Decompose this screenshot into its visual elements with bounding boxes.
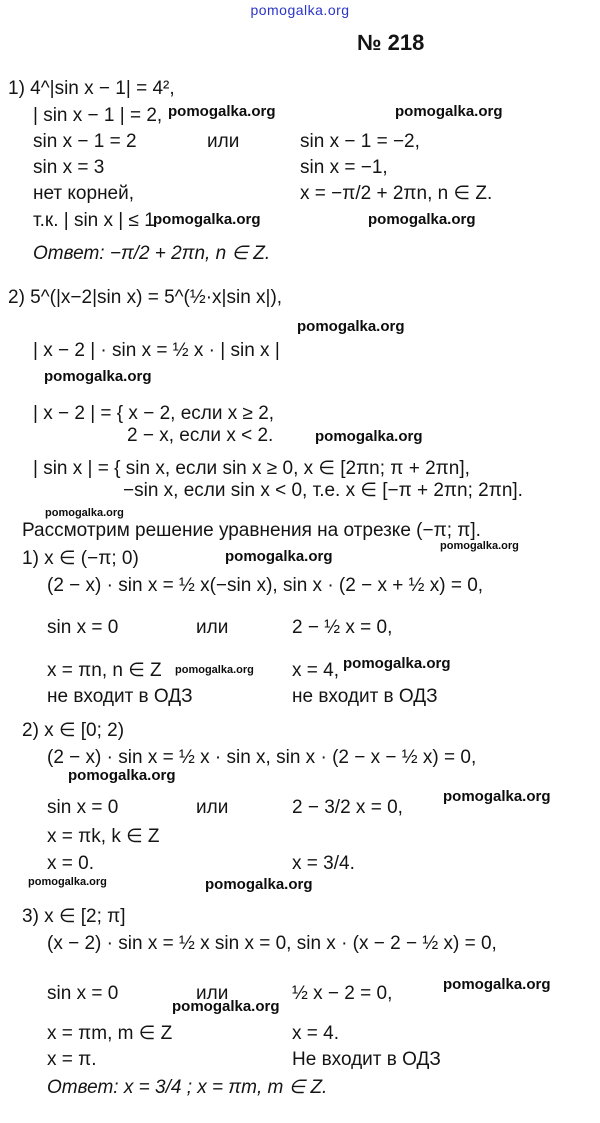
math-line-ans: Ответ: x = 3/4 ; x = πm, m ∈ Z.: [47, 1077, 328, 1098]
watermark-text: pomogalka.org: [343, 655, 451, 672]
site-header[interactable]: pomogalka.org: [250, 2, 350, 18]
math-line-c3-e: (x − 2) · sin x = ½ x sin x = 0, sin x · (x − 2 − ½ x) = 0,: [47, 933, 497, 954]
math-line-p2-l1: | x − 2 | · sin x = ½ x · | sin x |: [33, 340, 280, 361]
math-line-p1-b3: x = −π/2 + 2πn, n ∈ Z.: [300, 183, 493, 204]
math-line-p1-or: или: [207, 131, 240, 152]
problem-number: № 218: [357, 30, 425, 55]
watermark-text: pomogalka.org: [395, 103, 503, 120]
math-line-p2-con: Рассмотрим решение уравнения на отрезке (−π; π].: [22, 520, 481, 541]
math-line-c3-g: Не входит в ОДЗ: [292, 1049, 441, 1070]
math-line-c1-b: 2 − ½ x = 0,: [292, 617, 393, 638]
math-line-c3-f: x = π.: [47, 1049, 97, 1070]
watermark-text-small: pomogalka.org: [45, 507, 124, 519]
math-line-c2-d: x = 0.: [47, 853, 94, 874]
math-line-p1-a4: т.к. | sin x | ≤ 1: [33, 210, 155, 231]
math-line-c3-a: sin x = 0: [47, 983, 119, 1004]
watermark-text: pomogalka.org: [368, 211, 476, 228]
math-line-c3-or: или: [196, 983, 229, 1004]
math-line-c2-a: sin x = 0: [47, 797, 119, 818]
math-line-c2-e2: x = 3/4.: [292, 853, 355, 874]
watermark-text: pomogalka.org: [443, 788, 551, 805]
math-line-p1-a3: нет корней,: [33, 183, 135, 204]
math-line-p2-l2b: 2 − x, если x < 2.: [127, 425, 274, 446]
math-line-c3-h: 3) x ∈ [2; π]: [22, 906, 126, 927]
math-line-p1-b2: sin x = −1,: [300, 157, 388, 178]
watermark-text-small: pomogalka.org: [440, 540, 519, 552]
math-line-p1-a2: sin x = 3: [33, 157, 105, 178]
math-line-c1-d: x = 4,: [292, 660, 339, 681]
watermark-text-small: pomogalka.org: [175, 664, 254, 676]
math-line-c2-h: 2) x ∈ [0; 2): [22, 720, 125, 741]
watermark-text: pomogalka.org: [168, 103, 276, 120]
watermark-text: pomogalka.org: [44, 368, 152, 385]
math-line-c1-or: или: [196, 617, 229, 638]
math-line-c1-c: x = πn, n ∈ Z: [47, 660, 162, 681]
math-line-p2-eq: 2) 5^(|x−2|sin x) = 5^(½·x|sin x|),: [8, 287, 283, 308]
watermark-text: pomogalka.org: [297, 318, 405, 335]
math-line-c1-a: sin x = 0: [47, 617, 119, 638]
math-line-p1-eq: 1) 4^|sin x − 1| = 4²,: [8, 78, 175, 99]
math-line-c1-g: не входит в ОДЗ: [292, 686, 438, 707]
math-line-p1-b1: sin x − 1 = −2,: [300, 131, 420, 152]
math-line-p2-l3a: | sin x | = { sin x, если sin x ≥ 0, x ∈ [2πn; π + 2πn],: [33, 458, 470, 479]
math-line-p2-l3b: −sin x, если sin x < 0, т.е. x ∈ [−π + 2πn; 2πn].: [123, 480, 523, 501]
math-line-c1-h: 1) x ∈ (−π; 0): [22, 548, 139, 569]
watermark-text: pomogalka.org: [205, 876, 313, 893]
math-line-p1-ans: Ответ: −π/2 + 2πn, n ∈ Z.: [33, 243, 271, 264]
math-line-c1-e: (2 − x) · sin x = ½ x(−sin x), sin x · (2 − x + ½ x) = 0,: [47, 575, 484, 596]
watermark-text: pomogalka.org: [153, 211, 261, 228]
math-line-c2-b: 2 − 3/2 x = 0,: [292, 797, 403, 818]
watermark-text: pomogalka.org: [68, 767, 176, 784]
math-line-p1-abs: | sin x − 1 | = 2,: [33, 105, 163, 126]
math-line-c2-e: (2 − x) · sin x = ½ x · sin x, sin x · (2 − x − ½ x) = 0,: [47, 747, 477, 768]
math-line-c2-or: или: [196, 797, 229, 818]
math-line-c3-d: x = 4.: [292, 1023, 339, 1044]
watermark-text: pomogalka.org: [443, 976, 551, 993]
math-line-p1-a1: sin x − 1 = 2: [33, 131, 137, 152]
watermark-text: pomogalka.org: [315, 428, 423, 445]
math-line-c3-c: x = πm, m ∈ Z: [47, 1023, 173, 1044]
math-line-c3-b: ½ x − 2 = 0,: [292, 983, 393, 1004]
watermark-text: pomogalka.org: [172, 998, 280, 1015]
watermark-text-small: pomogalka.org: [28, 876, 107, 888]
watermark-text: pomogalka.org: [225, 548, 333, 565]
math-line-c2-c: x = πk, k ∈ Z: [47, 826, 160, 847]
math-line-c1-f: не входит в ОДЗ: [47, 686, 193, 707]
math-line-p2-l2a: | x − 2 | = { x − 2, если x ≥ 2,: [33, 403, 275, 424]
